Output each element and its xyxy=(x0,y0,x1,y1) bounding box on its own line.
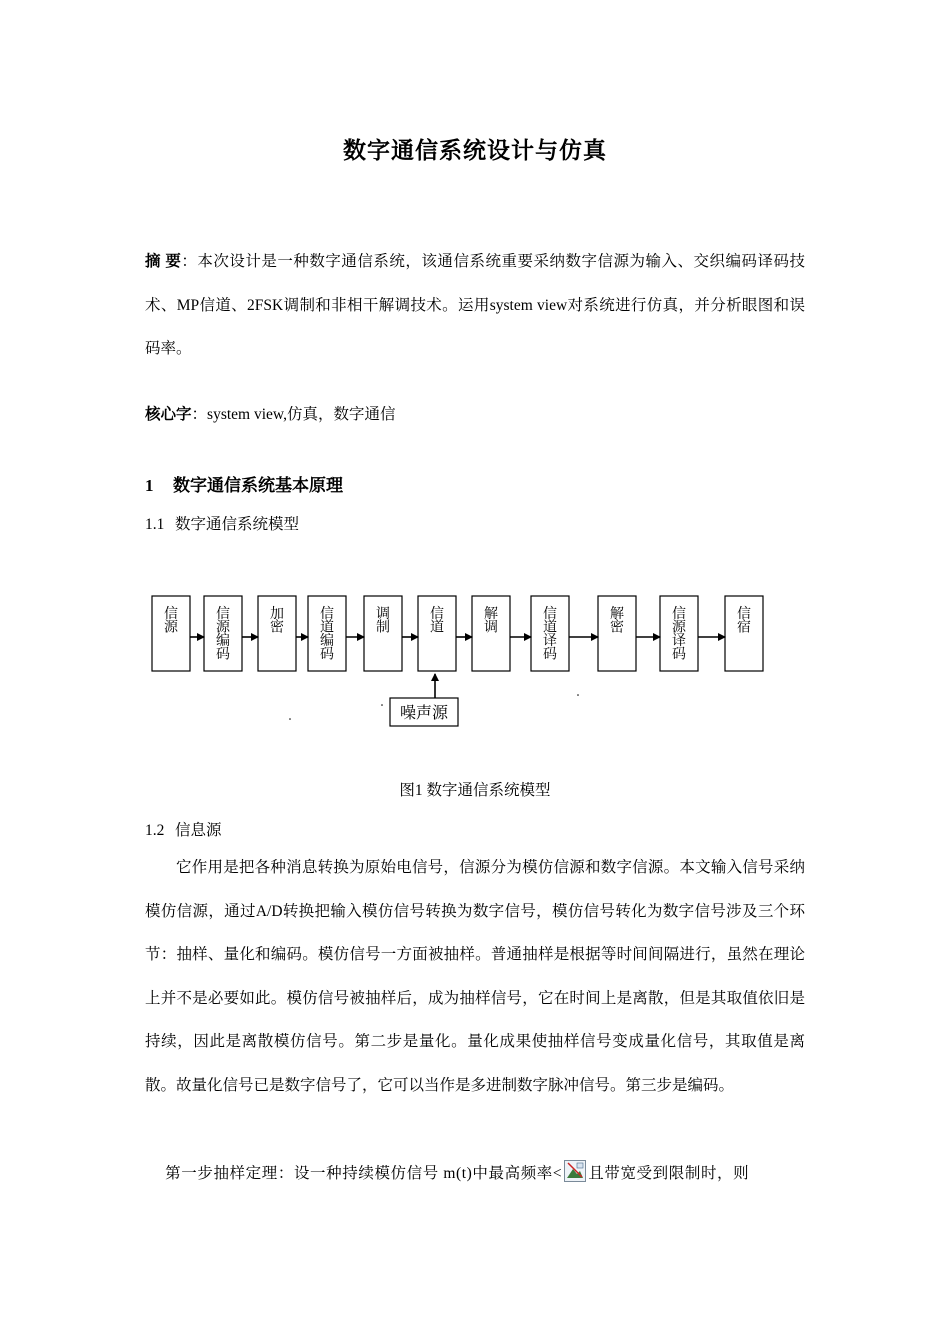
diagram-block-label: 信源编码 xyxy=(216,606,230,663)
stray-dot xyxy=(577,694,579,696)
section-1-heading xyxy=(145,471,343,496)
diagram-block-label: 加密 xyxy=(270,606,284,636)
section-1-number: 1 xyxy=(145,476,154,495)
body-paragraph-2 xyxy=(145,1152,805,1196)
diagram-block-label: 解密 xyxy=(610,606,624,636)
diagram-block-label: 信源译码 xyxy=(672,606,686,663)
section-1-title: 数字通信系统基本原理 xyxy=(173,476,343,495)
noise-source-label: 噪声源 xyxy=(399,703,449,722)
abstract-label: 摘 要 xyxy=(145,253,182,270)
diagram-block-label: 信道译码 xyxy=(543,606,557,663)
paragraph-2-before: 第一步抽样定理：设一种持续模仿信号 m(t)中最高频率< xyxy=(165,1165,563,1182)
diagram-block-label: 信道 xyxy=(430,606,444,636)
section-1-1-heading xyxy=(145,512,299,534)
paragraph-2-after: 且带宽受到限制时，则 xyxy=(588,1165,750,1182)
keywords-paragraph xyxy=(145,393,805,437)
figure-1-caption: 图1 数字通信系统模型 xyxy=(399,782,551,799)
formula-image-icon xyxy=(564,1160,586,1182)
diagram-block-label: 信宿 xyxy=(737,606,751,636)
body-paragraph-1: 它作用是把各种消息转换为原始电信号，信源分为模仿信源和数字信源。本文输入信号采纳模仿信源，通过A/D转换把输入模仿信号转换为数字信号，模仿信号转化为数字信号涉及三个环节：抽样、量化和编码。模仿信号一方面被抽样。普通抽样是根据等时间间隔进行，虽然在理论上并不是必要如此。模仿信号被抽样后，成为抽样信号，它在时间上是离散，但是其取值依旧是持续，因此是离散模仿信号。第二步是量化。量化成果使抽样信号变成量化信号，其取值是离散。故量化信号已是数字信号了，它可以当作是多进制数字脉冲信号。第三步是编码。 xyxy=(145,859,805,1094)
diagram-block-label: 解调 xyxy=(484,606,498,636)
diagram-block-label: 信道编码 xyxy=(320,606,334,663)
diagram-block-label: 调制 xyxy=(376,606,390,636)
section-1-1-number: 1.1 xyxy=(145,516,165,533)
abstract-text: 本次设计是一种数字通信系统，该通信系统重要采纳数字信源为输入、交织编码译码技术、MP信道、2FSK调制和非相干解调技术。运用system view对系统进行仿真，并分析眼图和误码率。 xyxy=(145,253,805,357)
section-1-1-title: 数字通信系统模型 xyxy=(175,516,300,533)
stray-dot xyxy=(289,718,291,720)
keywords-label: 核心字 xyxy=(145,406,192,423)
abstract-separator: ： xyxy=(181,253,198,270)
document-title: 数字通信系统设计与仿真 xyxy=(343,138,607,163)
stray-dot xyxy=(381,704,383,706)
section-1-2-number: 1.2 xyxy=(145,822,165,839)
section-1-2-title: 信息源 xyxy=(175,822,222,839)
section-1-2-heading xyxy=(145,818,222,840)
diagram-block-label: 信源 xyxy=(164,606,178,636)
system-model-diagram xyxy=(145,585,775,735)
abstract-paragraph xyxy=(145,240,805,371)
keywords-separator: ： xyxy=(191,406,208,423)
keywords-text: system view,仿真，数字通信 xyxy=(207,406,396,423)
